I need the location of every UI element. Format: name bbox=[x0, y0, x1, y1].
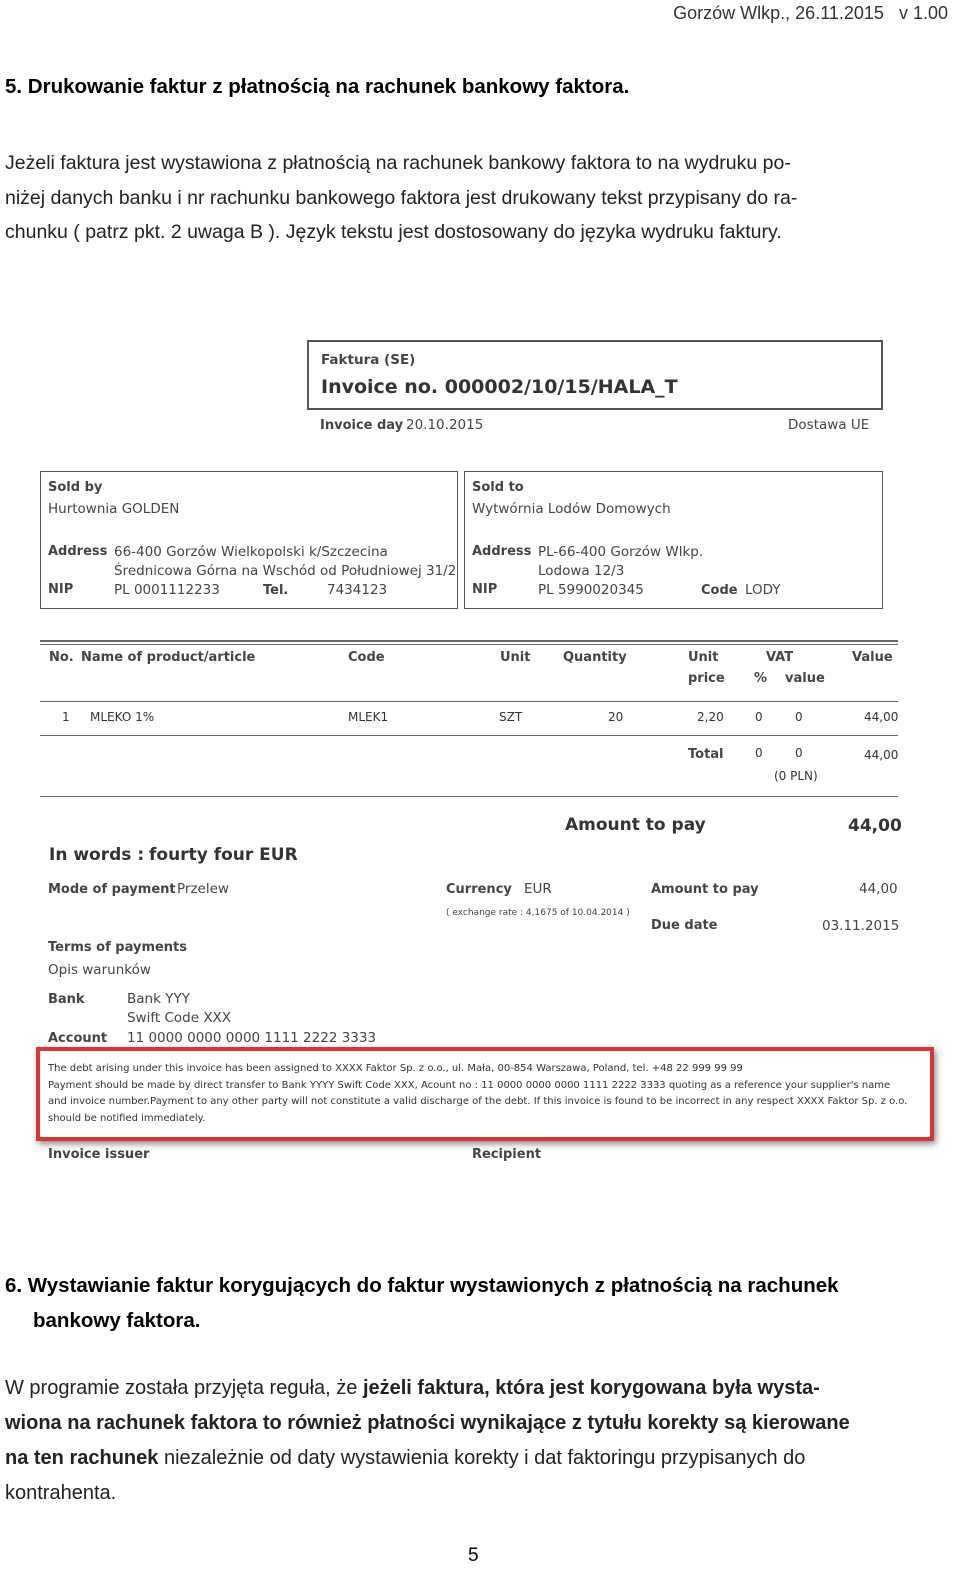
mode-of-payment-label: Mode of payment bbox=[48, 882, 176, 897]
paragraph-line: chunku ( patrz pkt. 2 uwaga B ). Język tekstu jest dostosowany do języka wydruku faktury. bbox=[5, 221, 782, 243]
recipient-label: Recipient bbox=[472, 1147, 542, 1162]
total-pln: (0 PLN) bbox=[774, 769, 818, 783]
seller-tel: 7434123 bbox=[327, 582, 388, 598]
delivery-type: Dostawa UE bbox=[788, 417, 870, 433]
amount-to-pay-value-2: 44,00 bbox=[859, 881, 898, 897]
legal-line: should be notified immediately. bbox=[48, 1112, 206, 1124]
buyer-address-label: Address bbox=[472, 544, 532, 559]
cell-code: MLEK1 bbox=[348, 710, 389, 724]
buyer-nip: PL 5990020345 bbox=[538, 582, 644, 598]
seller-address-label: Address bbox=[48, 544, 108, 559]
swift-code: Swift Code XXX bbox=[127, 1010, 232, 1026]
invoice-day-label: Invoice day bbox=[320, 418, 404, 433]
bank-name: Bank YYY bbox=[127, 991, 190, 1007]
header-version: v 1.00 bbox=[898, 3, 948, 23]
buyer-name: Wytwórnia Lodów Domowych bbox=[472, 501, 671, 517]
seller-address-line1: 66-400 Gorzów Wielkopolski k/Szczecina bbox=[114, 544, 388, 560]
col-header-unit-price-2: price bbox=[688, 671, 725, 686]
col-header-code: Code bbox=[348, 650, 385, 665]
page-number: 5 bbox=[468, 1545, 479, 1566]
cell-vat-pct: 0 bbox=[755, 710, 763, 724]
legal-text bbox=[48, 1061, 907, 1127]
legal-line: and invoice number.Payment to any other party will not constitute a valid discharge of the debt. If this invoice is found to be incorrect in any respect XXXX Faktor Sp. z o.o. bbox=[48, 1096, 908, 1107]
invoice-number: Invoice no. 000002/10/15/HALA_T bbox=[321, 376, 678, 398]
paragraph-bold-text: na ten rachunek bbox=[5, 1447, 159, 1469]
account-label: Account bbox=[48, 1031, 108, 1046]
seller-address-line2: Średnicowa Górna na Wschód od Południowej 31/2 bbox=[114, 563, 457, 579]
col-header-value: Value bbox=[852, 650, 893, 665]
section-5-title: 5. Drukowanie faktur z płatnością na rachunek bankowy faktora. bbox=[5, 75, 630, 98]
section-6-title-line: 6. Wystawianie faktur korygujących do faktur wystawionych z płatnością na rachunek bbox=[5, 1274, 839, 1297]
buyer-box bbox=[464, 471, 883, 609]
paragraph-text: kontrahenta. bbox=[5, 1482, 117, 1504]
amount-to-pay-value: 44,00 bbox=[848, 816, 902, 836]
due-date-value: 03.11.2015 bbox=[822, 918, 900, 934]
cell-unit-price: 2,20 bbox=[697, 710, 724, 724]
section-6-paragraph bbox=[5, 1371, 950, 1511]
cell-name: MLEKO 1% bbox=[90, 710, 155, 724]
cell-vat-value: 0 bbox=[795, 710, 803, 724]
cell-quantity: 20 bbox=[608, 710, 624, 724]
mode-of-payment-value: Przelew bbox=[177, 881, 229, 897]
in-words-value: fourty four EUR bbox=[149, 845, 298, 865]
invoice-doc-type: Faktura (SE) bbox=[321, 352, 416, 368]
seller-box bbox=[40, 471, 458, 609]
currency-label: Currency bbox=[446, 882, 512, 897]
terms-label: Terms of payments bbox=[48, 940, 188, 955]
legal-line: The debt arising under this invoice has been assigned to XXXX Faktor Sp. z o.o., ul. Mała, 00-854 Warszawa, Poland, tel. +48 22 999 99 99 bbox=[48, 1063, 743, 1074]
buyer-address-line1: PL-66-400 Gorzów Wlkp. bbox=[538, 544, 704, 560]
paragraph-text: niezależnie od daty wystawienia korekty i dat faktoringu przypisanych do bbox=[158, 1447, 806, 1469]
table-top-rule-2 bbox=[40, 644, 898, 645]
buyer-code-label: Code bbox=[701, 583, 738, 598]
exchange-rate: ( exchange rate : 4,1675 of 10.04.2014 ) bbox=[446, 908, 630, 918]
total-vat-value: 0 bbox=[795, 746, 803, 760]
currency-value: EUR bbox=[524, 881, 552, 897]
col-header-name: Name of product/article bbox=[81, 650, 256, 665]
col-header-vat: VAT bbox=[766, 650, 794, 665]
table-row-rule bbox=[40, 735, 898, 736]
seller-nip: PL 0001112233 bbox=[114, 582, 220, 598]
cell-value: 44,00 bbox=[864, 710, 899, 724]
cell-no: 1 bbox=[62, 710, 70, 724]
paragraph-line: Jeżeli faktura jest wystawiona z płatnością na rachunek bankowy faktora to na wydruku po- bbox=[5, 152, 791, 174]
in-words-label: In words : bbox=[49, 845, 145, 865]
seller-nip-label: NIP bbox=[48, 582, 74, 597]
invoice-issuer-label: Invoice issuer bbox=[48, 1147, 150, 1162]
due-date-label: Due date bbox=[651, 918, 718, 933]
col-header-unit: Unit bbox=[500, 650, 531, 665]
col-header-vat-pct: % bbox=[754, 671, 768, 686]
invoice-day-value: 20.10.2015 bbox=[406, 417, 484, 433]
bank-label: Bank bbox=[48, 992, 85, 1007]
buyer-address-line2: Lodowa 12/3 bbox=[538, 563, 625, 579]
paragraph-bold-text: jeżeli faktura, która jest korygowana była wysta- bbox=[362, 1377, 820, 1399]
seller-name: Hurtownia GOLDEN bbox=[48, 501, 180, 517]
cell-unit: SZT bbox=[499, 710, 523, 724]
paragraph-bold-text: wiona na rachunek faktora to również płatności wynikające z tytułu korekty są kierowane bbox=[5, 1412, 850, 1434]
table-bottom-rule bbox=[40, 796, 898, 797]
header-location-date: Gorzów Wlkp., 26.11.2015 bbox=[673, 3, 884, 23]
total-value: 44,00 bbox=[864, 748, 899, 762]
table-top-rule bbox=[40, 640, 898, 642]
section-6-title bbox=[5, 1268, 839, 1338]
seller-label: Sold by bbox=[48, 480, 103, 495]
terms-value: Opis warunków bbox=[48, 962, 151, 978]
col-header-quantity: Quantity bbox=[563, 650, 627, 665]
table-header-rule bbox=[40, 701, 898, 702]
amount-to-pay-label: Amount to pay bbox=[565, 815, 706, 835]
col-header-vat-value: value bbox=[785, 671, 825, 686]
amount-to-pay-label-2: Amount to pay bbox=[651, 882, 759, 897]
paragraph-line: niżej danych banku i nr rachunku bankowego faktora jest drukowany tekst przypisany do ra- bbox=[5, 186, 798, 209]
account-number: 11 0000 0000 0000 1111 2222 3333 bbox=[127, 1030, 377, 1046]
buyer-label: Sold to bbox=[472, 480, 524, 495]
buyer-nip-label: NIP bbox=[472, 582, 498, 597]
section-6-title-line: bankowy faktora. bbox=[33, 1309, 201, 1332]
col-header-no: No. bbox=[49, 650, 74, 665]
total-label: Total bbox=[688, 747, 724, 762]
seller-tel-label: Tel. bbox=[263, 583, 289, 598]
paragraph-text: W programie została przyjęta reguła, że bbox=[5, 1377, 363, 1399]
buyer-code: LODY bbox=[745, 582, 781, 598]
legal-line: Payment should be made by direct transfer to Bank YYYY Swift Code XXX, Acount no : 11 0000 0000 0000 1111 2222 3333 quoting as a reference your supplier's name bbox=[48, 1079, 891, 1091]
invoice-title-box bbox=[307, 340, 883, 410]
total-vat-pct: 0 bbox=[755, 746, 763, 760]
col-header-unit-price: Unit bbox=[688, 650, 719, 665]
